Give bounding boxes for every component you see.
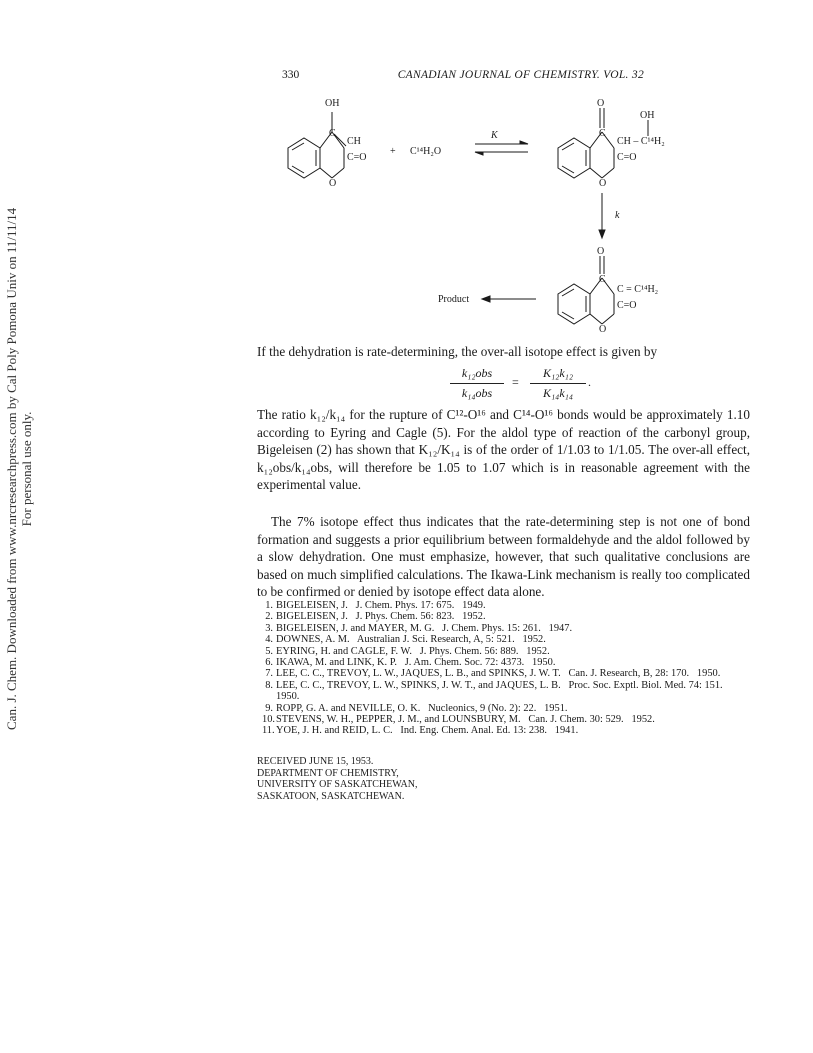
reference-item (262, 634, 752, 645)
reference-text: DOWNES, A. M. Australian J. Sci. Research, A, 5: 521. 1952. (276, 634, 546, 646)
reference-text: BIGELEISEN, J. J. Phys. Chem. 56: 823. 1952. (276, 611, 486, 623)
left-ch: CH (347, 136, 361, 147)
reference-text: IKAWA, M. and LINK, K. P. J. Am. Chem. Soc. 72: 4373. 1950. (276, 657, 556, 669)
plus-sign: + (390, 146, 396, 157)
reference-text: LEE, C. C., TREVOY, L. W., SPINKS, J. W. T., and JAQUES, L. B. Proc. Soc. Exptl. Biol. Med. 74: 151. 1950. (276, 679, 731, 703)
bottom-top-o: O (597, 246, 605, 257)
reference-text: YOE, J. H. and REID, L. C. Ind. Eng. Chem. Anal. Ed. 13: 238. 1941. (276, 725, 579, 737)
left-co: C=O (347, 152, 367, 163)
received-date: RECEIVED JUNE 15, 1953. (257, 756, 374, 767)
reference-item (262, 623, 752, 634)
reaction-scheme (270, 88, 740, 338)
formula-lhs-den: k₁₄obs (461, 386, 493, 400)
received-department: DEPARTMENT OF CHEMISTRY, (257, 767, 399, 779)
reference-item (262, 611, 752, 622)
reference-number: 1. (265, 600, 273, 611)
download-notice-line2: For personal use only. (19, 411, 34, 527)
reference-text: STEVENS, W. H., PEPPER, J. M., and LOUNSBURY, M. Can. J. Chem. 30: 529. 1952. (276, 714, 655, 726)
running-head: CANADIAN JOURNAL OF CHEMISTRY. VOL. 32 (397, 69, 644, 81)
formula-rhs-den: K₁₄k₁₄ (542, 386, 574, 400)
received-university: UNIVERSITY OF SASKATCHEWAN, (257, 779, 418, 791)
bottom-c: C (599, 274, 606, 285)
page-number: 330 (282, 69, 300, 81)
rate-arrow (599, 193, 605, 238)
reference-number: 2. (265, 611, 273, 623)
download-notice (4, 207, 44, 730)
reference-number: 11. (262, 725, 275, 737)
download-notice-line1: Can. J. Chem. Downloaded from www.nrcresearchpress.com by Cal Poly Pomona Univ on 11/11/14 (4, 207, 19, 730)
reference-text: LEE, C. C., TREVOY, L. W., JAQUES, L. B., and SPINKS, J. W. T. Can. J. Research, B, 28: 170. 1950. (276, 668, 721, 680)
right-c: C (599, 128, 606, 139)
paragraph-ratio: The ratio k₁₂/k₁₄ for the rupture of C¹²-O¹⁶ and C¹⁴-O¹⁶ bonds would be approximately 1.10 according to Eyring and Cagle (5). For the aldol type of reaction of the carbonyl group, Bigeleisen (2) has shown that K₁₂/K₁₄ is of the order of 1/1.03 to 1/1.05. The over-all effect, k₁₂obs/k₁₄obs, will therefore be 1.05 to 1.07 which is in reasonable agreement with the experimental value. (257, 407, 750, 493)
reference-number: 5. (265, 645, 273, 657)
reference-item (262, 703, 752, 714)
reference-text: BIGELEISEN, J. and MAYER, M. G. J. Chem. Phys. 15: 261. 1947. (276, 622, 573, 634)
reference-item (262, 725, 752, 736)
reference-text: BIGELEISEN, J. J. Chem. Phys. 17: 675. 1949. (276, 600, 486, 611)
reference-text: ROPP, G. A. and NEVILLE, O. K. Nucleonics, 9 (No. 2): 22. 1951. (276, 702, 568, 714)
reference-list (262, 600, 752, 737)
right-ch-c14: CH – C¹⁴H₂ (617, 136, 665, 147)
right-ring-o: O (599, 178, 607, 189)
reference-number: 8. (265, 679, 273, 691)
formula-rhs-num: K₁₂k₁₂ (542, 366, 574, 380)
received-block (257, 756, 417, 802)
reference-item (262, 600, 752, 611)
reference-item (262, 646, 752, 657)
reference-item (262, 668, 752, 679)
paragraph-conclusion: The 7% isotope effect thus indicates that the rate-determining step is not one of bond formation and suggests a prior equilibrium between formaldehyde and the aldol followed by a slow dehydration. One must emphasize, however, that such qualitative conclusions are based on much simplified calculations. The Ikawa-Link mechanism is really too complicated to be confirmed or denied by isotope effect data alone. (257, 514, 750, 600)
formula-rhs (530, 366, 586, 401)
formula-lhs (450, 366, 504, 401)
reference-item (262, 657, 752, 668)
left-c: C (329, 128, 336, 139)
reference-number: 6. (265, 657, 273, 669)
rate-k-label: k (615, 210, 620, 221)
equilibrium-arrows (475, 141, 528, 155)
left-oh: OH (325, 98, 340, 109)
paragraph-dehydration: If the dehydration is rate-determining, the over-all isotope effect is given by (257, 344, 658, 359)
formula-lhs-num: k₁₂obs (461, 366, 493, 380)
equilibrium-k-label: K (491, 130, 498, 141)
reference-number: 3. (265, 622, 273, 634)
reference-number: 10. (262, 714, 275, 726)
left-ring-o: O (329, 178, 337, 189)
reference-number: 7. (265, 668, 273, 680)
product-label: Product (438, 294, 470, 305)
right-co: C=O (617, 152, 637, 163)
bottom-cc14: C = C¹⁴H₂ (617, 284, 659, 295)
reference-number: 4. (265, 634, 273, 646)
bottom-product-structure (558, 256, 614, 324)
received-city: SASKATOON, SASKATCHEWAN. (257, 790, 405, 802)
reference-number: 9. (265, 702, 273, 714)
reference-item (262, 714, 752, 725)
product-arrow (482, 296, 536, 302)
right-top-o: O (597, 98, 605, 109)
bottom-ring-o: O (599, 324, 607, 335)
left-coumarin-structure (288, 112, 346, 178)
formula-end: . (588, 375, 591, 389)
isotope-effect-formula (450, 366, 650, 406)
bottom-co: C=O (617, 300, 637, 311)
page-header (282, 69, 644, 85)
reference-item (262, 680, 752, 703)
right-oh: OH (640, 110, 655, 121)
reference-text: EYRING, H. and CAGLE, F. W. J. Phys. Chem. 56: 889. 1952. (276, 645, 550, 657)
reagent-formaldehyde: C¹⁴H₂O (410, 146, 442, 157)
formula-eq: = (512, 375, 519, 389)
